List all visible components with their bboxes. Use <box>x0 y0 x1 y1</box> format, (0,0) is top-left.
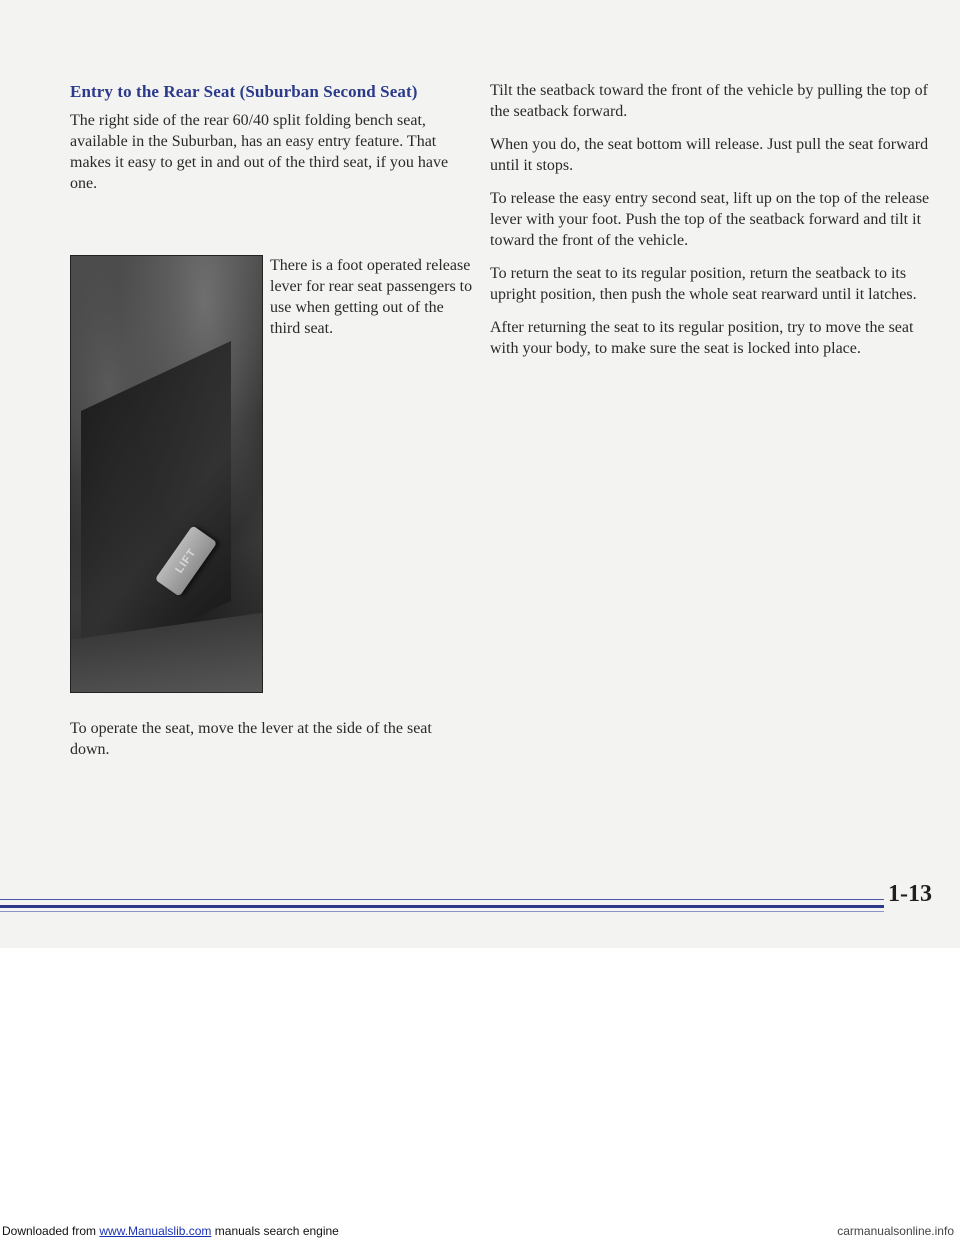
page-number: 1-13 <box>888 881 932 907</box>
footer-rule-top <box>0 899 884 900</box>
footer-prefix: Downloaded from <box>2 1224 100 1238</box>
footer-rule-main <box>0 905 884 908</box>
photo-caption: There is a foot operated release lever for rear seat passengers to use when getting out of the third seat. <box>270 257 473 337</box>
right-column <box>490 80 930 371</box>
right-paragraph-4: To return the seat to its regular position, return the seatback to its upright position, then push the whole seat rearward until it latches. <box>490 265 917 303</box>
footer-suffix: manuals search engine <box>211 1224 339 1238</box>
left-column <box>70 110 470 206</box>
watermark-text: carmanualsonline.info <box>837 1224 954 1238</box>
download-notice <box>2 1224 339 1238</box>
manualslib-link[interactable]: www.Manualslib.com <box>99 1224 212 1238</box>
lever-label: LIFT <box>173 546 199 576</box>
operate-paragraph-block <box>70 718 470 772</box>
right-paragraph-2: When you do, the seat bottom will release. Just pull the seat forward until it stops. <box>490 136 929 174</box>
intro-paragraph: The right side of the rear 60/40 split folding bench seat, available in the Suburban, has an easy entry feature. That makes it easy to get in and out of the third seat, if you have one. <box>70 112 449 192</box>
release-lever-photo <box>70 255 263 693</box>
right-paragraph-5: After returning the seat to its regular position, try to move the seat with your body, to make sure the seat is locked into place. <box>490 319 914 357</box>
download-footer <box>0 1222 960 1242</box>
right-paragraph-3: To release the easy entry second seat, lift up on the top of the release lever with your foot. Push the top of the seatback forward and tilt it toward the front of the vehicle. <box>490 190 930 249</box>
right-paragraph-1: Tilt the seatback toward the front of the vehicle by pulling the top of the seatback forward. <box>490 82 928 120</box>
footer-rule-bottom <box>0 911 884 912</box>
photo-block <box>70 255 473 691</box>
section-heading: Entry to the Rear Seat (Suburban Second Seat) <box>70 82 418 101</box>
operate-paragraph: To operate the seat, move the lever at the side of the seat down. <box>70 720 432 758</box>
